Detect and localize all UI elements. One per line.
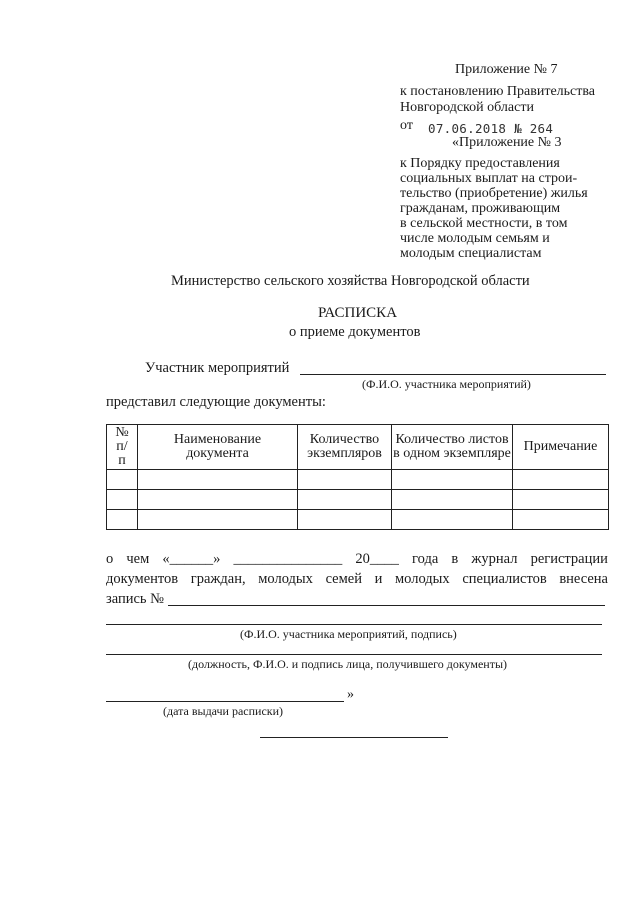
document-subtitle: о приеме документов bbox=[289, 324, 421, 340]
journal-word: чем bbox=[126, 551, 150, 567]
procedure-line: к Порядку предоставления bbox=[400, 156, 560, 171]
table-cell[interactable] bbox=[392, 490, 513, 510]
official-signature-caption: (должность, Ф.И.О. и подпись лица, получившего документы) bbox=[188, 657, 508, 671]
appendix-3-label: «Приложение № 3 bbox=[452, 135, 562, 150]
procedure-line: тельство (приобретение) жилья bbox=[400, 186, 588, 201]
journal-word: специалистов bbox=[462, 571, 547, 587]
table-cell[interactable] bbox=[298, 490, 392, 510]
ministry-name: Министерство сельского хозяйства Новгородской области bbox=[171, 273, 530, 289]
journal-word: молодых bbox=[258, 571, 313, 587]
issue-date-caption: (дата выдачи расписки) bbox=[163, 704, 284, 718]
table-cell[interactable] bbox=[392, 470, 513, 490]
closing-quote: » bbox=[347, 687, 354, 702]
journal-word: семей bbox=[325, 571, 362, 587]
journal-line-2 bbox=[106, 571, 608, 588]
table-cell[interactable] bbox=[298, 470, 392, 490]
column-header: Примечание bbox=[513, 425, 609, 470]
table-cell[interactable] bbox=[513, 490, 609, 510]
table-cell[interactable] bbox=[107, 470, 138, 490]
table-cell[interactable] bbox=[138, 470, 298, 490]
journal-word: и bbox=[374, 571, 383, 587]
table-cell[interactable] bbox=[513, 470, 609, 490]
procedure-line: молодым специалистам bbox=[400, 246, 542, 261]
appendix-7-label: Приложение № 7 bbox=[455, 62, 558, 77]
decree-line-2: Новгородской области bbox=[400, 100, 534, 115]
participant-caption: (Ф.И.О. участника мероприятий) bbox=[362, 377, 531, 391]
journal-word: граждан, bbox=[190, 571, 246, 587]
journal-month-field[interactable]: _______________ bbox=[233, 551, 343, 567]
participant-signature-line[interactable] bbox=[106, 624, 602, 625]
entry-number-label: запись № bbox=[106, 591, 164, 607]
participant-name-field[interactable] bbox=[300, 374, 606, 375]
journal-word: журнал bbox=[471, 551, 518, 567]
table-row bbox=[107, 470, 609, 490]
decree-from-label: от bbox=[400, 118, 413, 133]
decree-date-number: 07.06.2018 № 264 bbox=[428, 121, 554, 136]
document-title: РАСПИСКА bbox=[318, 305, 398, 321]
journal-year-field[interactable]: 20____ bbox=[355, 551, 399, 567]
entry-number-field[interactable] bbox=[168, 605, 605, 606]
journal-word: регистрации bbox=[530, 551, 608, 567]
table-header-row bbox=[107, 425, 609, 470]
journal-word: внесена bbox=[559, 571, 608, 587]
table-cell[interactable] bbox=[107, 510, 138, 530]
table-row bbox=[107, 490, 609, 510]
column-header: Количество листов в одном экземпляре bbox=[392, 425, 513, 470]
presented-documents-text: представил следующие документы: bbox=[106, 394, 326, 410]
journal-word: о bbox=[106, 551, 114, 567]
column-header: Количество экземпляров bbox=[298, 425, 392, 470]
journal-word: года bbox=[412, 551, 439, 567]
participant-signature-caption: (Ф.И.О. участника мероприятий, подпись) bbox=[240, 627, 457, 641]
closing-separator-line bbox=[260, 737, 448, 738]
table-row bbox=[107, 510, 609, 530]
procedure-line: социальных выплат на строи- bbox=[400, 171, 578, 186]
procedure-line: в сельской местности, в том bbox=[400, 216, 568, 231]
participant-label: Участник мероприятий bbox=[145, 360, 290, 376]
journal-word: в bbox=[451, 551, 459, 567]
procedure-line: гражданам, проживающим bbox=[400, 201, 561, 216]
issue-date-line[interactable] bbox=[106, 701, 344, 702]
journal-day-field[interactable]: «______» bbox=[162, 551, 221, 567]
table-cell[interactable] bbox=[138, 510, 298, 530]
documents-table bbox=[106, 424, 609, 530]
table-cell[interactable] bbox=[138, 490, 298, 510]
decree-line-1: к постановлению Правительства bbox=[400, 84, 596, 99]
table-cell[interactable] bbox=[392, 510, 513, 530]
column-header: № п/п bbox=[107, 425, 138, 470]
table-cell[interactable] bbox=[107, 490, 138, 510]
journal-word: молодых bbox=[395, 571, 450, 587]
table-cell[interactable] bbox=[298, 510, 392, 530]
procedure-line: числе молодым семьям и bbox=[400, 231, 550, 246]
column-header: Наименование документа bbox=[138, 425, 298, 470]
journal-word: документов bbox=[106, 571, 179, 587]
journal-line-1 bbox=[106, 551, 608, 568]
official-signature-line[interactable] bbox=[106, 654, 602, 655]
table-cell[interactable] bbox=[513, 510, 609, 530]
